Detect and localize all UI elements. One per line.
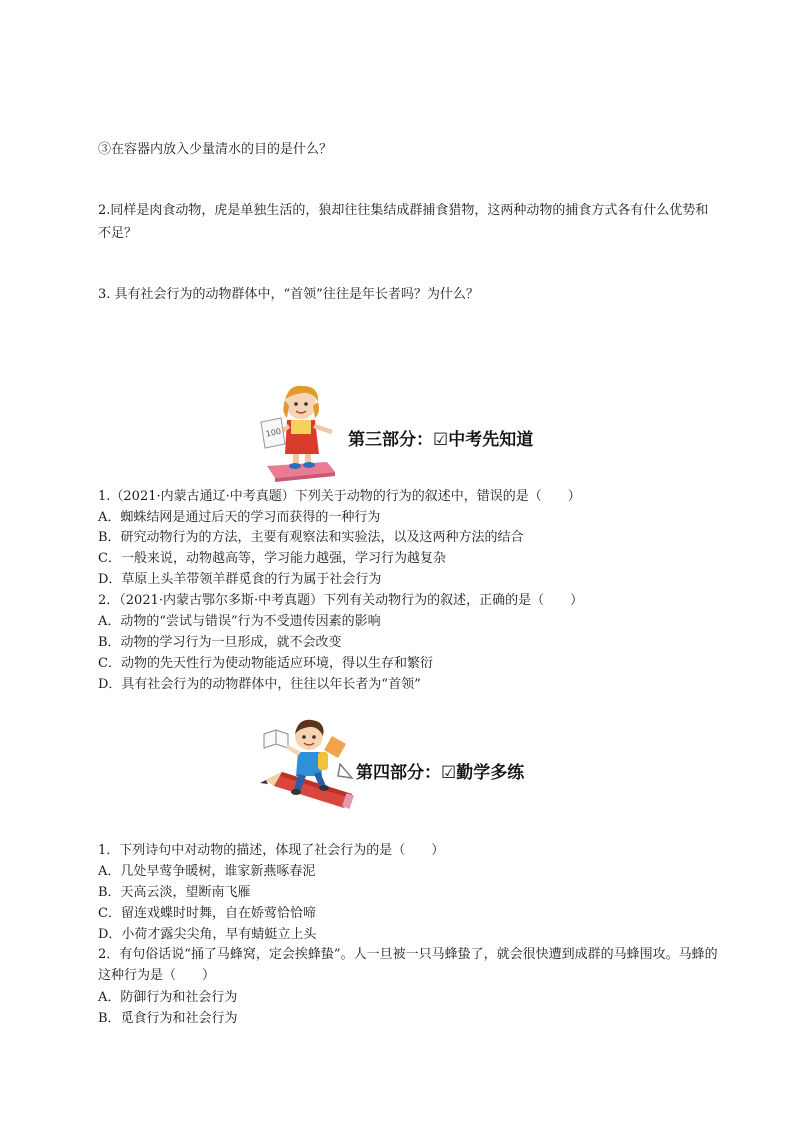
list-item: B．觅食行为和社会行为 bbox=[98, 1011, 238, 1026]
list-item: B．天高云淡，望断南飞雁 bbox=[98, 885, 251, 900]
list-item: 1.（2021·内蒙古通辽·中考真题）下列关于动物的行为的叙述中，错误的是（ ） bbox=[98, 489, 581, 504]
list-item: D．具有社会行为的动物群体中，往往以年长者为“首领” bbox=[98, 677, 421, 692]
boy-riding-pencil-illustration bbox=[258, 714, 356, 810]
list-item: D．小荷才露尖尖角，早有蜻蜓立上头 bbox=[98, 927, 317, 942]
list-item: D．草原上头羊带领羊群觅食的行为属于社会行为 bbox=[98, 572, 382, 587]
list-item: 2．（2021·内蒙古鄂尔多斯·中考真题）下列有关动物行为的叙述，正确的是（ ） bbox=[98, 593, 584, 608]
list-item: B．动物的学习行为一旦形成，就不会改变 bbox=[98, 635, 342, 650]
svg-text:100: 100 bbox=[265, 426, 282, 439]
question-3: 3. 具有社会行为的动物群体中，“首领”往往是年长者吗？为什么？ bbox=[98, 287, 479, 302]
section-3-title: 第三部分：☑中考先知道 bbox=[348, 430, 534, 450]
list-item: C．留连戏蝶时时舞，自在娇莺恰恰啼 bbox=[98, 906, 316, 921]
list-item: A．防御行为和社会行为 bbox=[98, 990, 238, 1005]
list-item: C．动物的先天性行为使动物能适应环境，得以生存和繁衍 bbox=[98, 656, 433, 671]
list-item: C．一般来说，动物越高等，学习能力越强，学习行为越复杂 bbox=[98, 551, 446, 566]
list-item: 1．下列诗句中对动物的描述，体现了社会行为的是（ ） bbox=[98, 843, 445, 858]
list-item: A．蜘蛛结网是通过后天的学习而获得的一种行为 bbox=[98, 510, 381, 525]
question-2: 2.同样是肉食动物，虎是单独生活的，狼却往往集结成群捕食猎物，这两种动物的捕食方式各有什么优势和不足？ bbox=[98, 203, 709, 241]
section-4-title: 第四部分：☑勤学多练 bbox=[356, 763, 525, 783]
list-item: 2．有句俗话说“捅了马蜂窝，定会挨蜂蛰”。人一旦被一只马蜂蛰了，就会很快遭到成群的马蜂围攻。马蜂的这种行为是（ ） bbox=[98, 947, 718, 983]
list-item: A．动物的“尝试与错误”行为不受遗传因素的影响 bbox=[98, 614, 381, 629]
list-item: B．研究动物行为的方法，主要有观察法和实验法，以及这两种方法的结合 bbox=[98, 530, 524, 545]
question-3-sub-3: ③在容器内放入少量清水的目的是什么？ bbox=[98, 142, 333, 157]
girl-with-exam-paper-illustration bbox=[255, 378, 345, 484]
list-item: A．几处早莺争暖树，谁家新燕啄春泥 bbox=[98, 864, 316, 879]
